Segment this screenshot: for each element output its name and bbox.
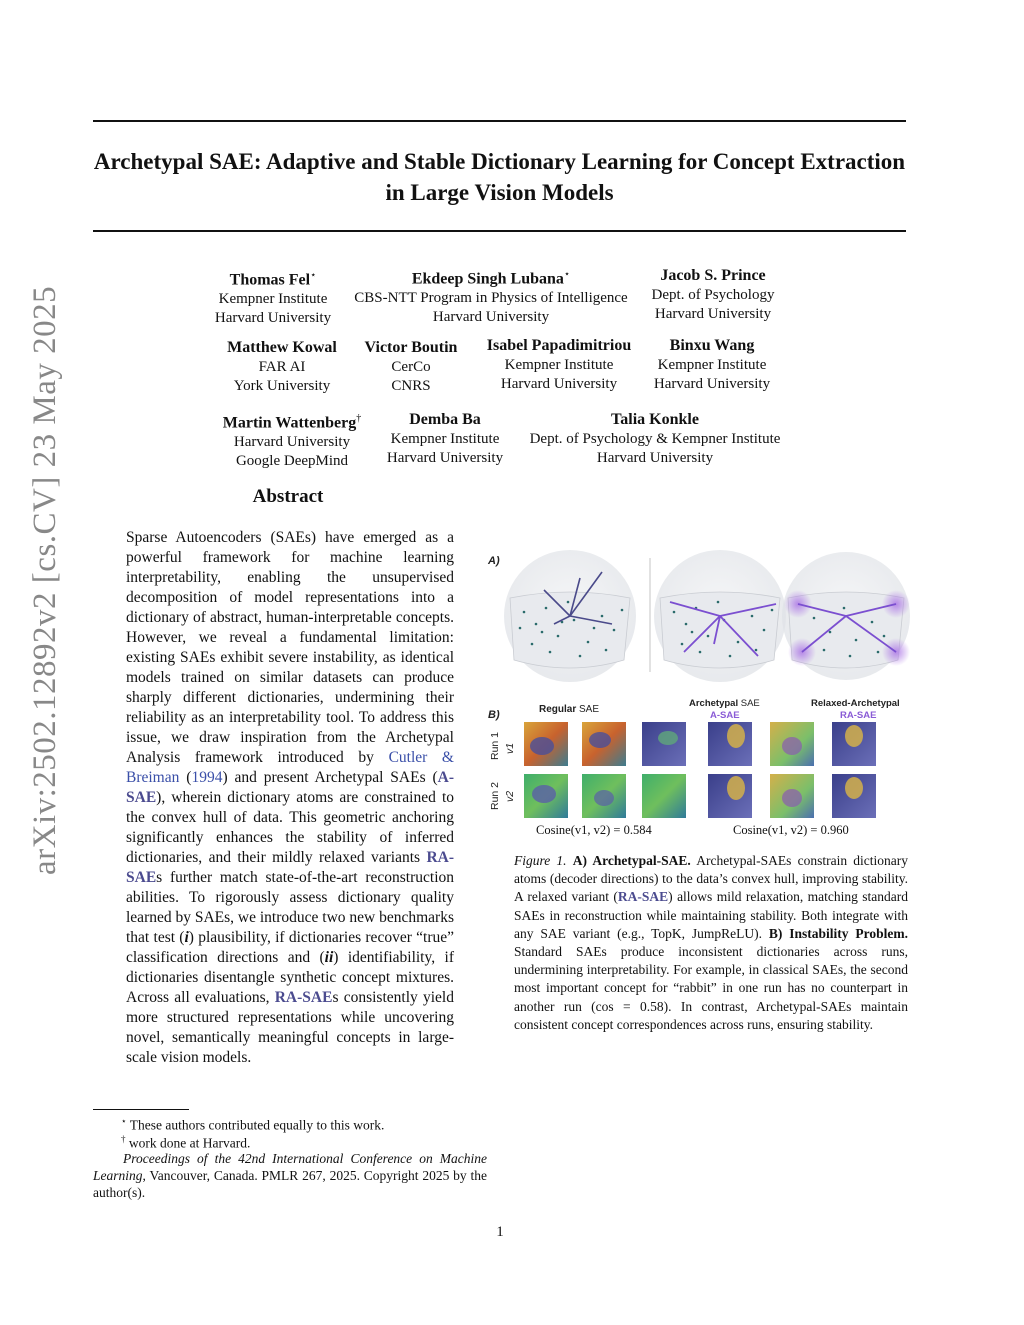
asae-header: A-SAE <box>710 710 740 721</box>
figure-caption: Figure 1. A) Archetypal-SAE. Archetypal-SAEs constrain dictionary atoms (decoder directions) to the data’s convex hull, improving stability. A relaxed variant (RA-SAE) allows mild relaxation, matching standard SAEs in reconstruction while maintaining stability. Both integrate with any SAE variant (e.g., TopK, JumpReLU). B) Instability Problem. Standard SAEs produce inconsistent dictionaries across runs, undermining interpretability. For example, in classical SAEs, the second most important concept for “rabbit” in one run has no counterpart in another run (cos = 0.58). In contrast, Archetypal-SAEs maintain consistent concept correspondences across runs, ensuring stability. <box>514 853 908 1032</box>
citation-link[interactable]: Cutler & Breiman <box>126 749 454 786</box>
author-name: Victor Boutin <box>364 339 458 356</box>
figure-1-graphic <box>484 532 914 844</box>
author-block: Thomas Fel⋆ Kempner Institute Harvard University <box>214 270 332 326</box>
author-block: Demba Ba Kempner Institute Harvard University <box>386 411 504 466</box>
title-bottom-rule <box>93 230 906 232</box>
author-name: Jacob S. Prince <box>660 267 766 284</box>
page-number: 1 <box>496 1224 504 1240</box>
title-top-rule <box>93 120 906 122</box>
run2-label: Run 2 <box>489 781 501 810</box>
author-block: Jacob S. Prince Dept. of Psychology Harvard University <box>651 267 775 322</box>
author-block: Matthew Kowal FAR AI York University <box>227 339 337 394</box>
rasae-header: RA-SAE <box>840 710 877 721</box>
figure-1 <box>484 532 914 844</box>
author-block: Talia Konkle Dept. of Psychology & Kempner Institute Harvard University <box>529 411 781 466</box>
author-block: Victor Boutin CerCo CNRS <box>364 339 458 394</box>
abstract-heading: Abstract <box>252 486 324 507</box>
author-name: Ekdeep Singh Lubana <box>411 270 564 288</box>
abstract-body: Sparse Autoencoders (SAEs) have emerged as a powerful framework for machine learning interpretability, enabling the unsupervised decomposition of model representations into a dictionary of abstract, human-interpretable concepts. However, we reveal a fundamental limitation: existing SAEs exhibit severe instability, as identical models trained on similar datasets can produce sharply different dictionaries, undermining their reliability as an interpretability tool. To address this issue, we draw inspiration from the Archetypal Analysis framework introduced by Cutler & Breiman (1994) and present Archetypal SAEs (A-SAE), wherein dictionary atoms are constrained to the convex hull of data. This geometric anchoring significantly enhances the stability of inferred dictionaries, and their mildly relaxed variants RA-SAEs further match state-of-the-art reconstruction abilities. To rigorously assess dictionary quality learned by SAEs, we introduce two new benchmarks that test (i) plausibility, if dictionaries recover “true” classification directions and (ii) identifiability, if dictionaries disentangle synthetic concept mixtures. Across all evaluations, RA-SAEs consistently yield more structured representations while uncovering novel, semantically meaningful concepts in large-scale vision models. <box>126 529 455 1066</box>
footnote-equal-contribution: ⋆ These authors contributed equally to this work. <box>121 1116 385 1133</box>
author-block: Ekdeep Singh Lubana⋆ CBS-NTT Program in Physics of Intelligence Harvard University <box>354 269 628 325</box>
proceedings-note: Proceedings of the 42nd International Conference on Machine Learning, Vancouver, Canada. PMLR 267, 2025. Copyright 2025 by the author(s). <box>93 1151 487 1200</box>
run1-label: Run 1 <box>489 731 501 760</box>
author-name: Talia Konkle <box>611 411 699 428</box>
author-block: Isabel Papadimitriou Kempner Institute Harvard University <box>486 337 632 392</box>
v1-label: v1 <box>504 742 516 754</box>
citation-year-link[interactable]: 1994 <box>191 769 223 786</box>
arxiv-side-label: arXiv:2502.12892v2 [cs.CV] 23 May 2025 <box>27 285 63 875</box>
author-name: Demba Ba <box>409 411 481 428</box>
author-name: Isabel Papadimitriou <box>486 337 632 354</box>
v2-label: v2 <box>504 790 516 802</box>
author-name: Matthew Kowal <box>227 339 337 356</box>
tile-regular-run2-c <box>642 774 686 818</box>
footnote-harvard: † work done at Harvard. <box>121 1134 251 1151</box>
author-block: Binxu Wang Kempner Institute Harvard University <box>653 337 771 392</box>
cosine-archetypal: Cosine(v1, v2) = 0.960 <box>733 823 849 837</box>
author-name: Binxu Wang <box>669 337 755 354</box>
author-block: Martin Wattenberg† Harvard University Google DeepMind <box>222 413 362 469</box>
footnote-rule <box>93 1109 189 1110</box>
panel-a-label: A) <box>488 555 500 567</box>
panel-b-label: B) <box>488 709 500 721</box>
regular-sae-header: Regular SAE <box>539 704 600 715</box>
author-name: Martin Wattenberg <box>222 414 357 432</box>
paper-title: Archetypal SAE: Adaptive and Stable Dictionary Learning for Concept Extraction in Large Vision Models <box>93 149 906 205</box>
archetypal-sae-header: Archetypal SAE <box>689 698 760 709</box>
relaxed-archetypal-header: Relaxed-Archetypal <box>811 698 900 709</box>
author-name: Thomas Fel <box>229 271 311 289</box>
cosine-regular: Cosine(v1, v2) = 0.584 <box>536 823 652 837</box>
